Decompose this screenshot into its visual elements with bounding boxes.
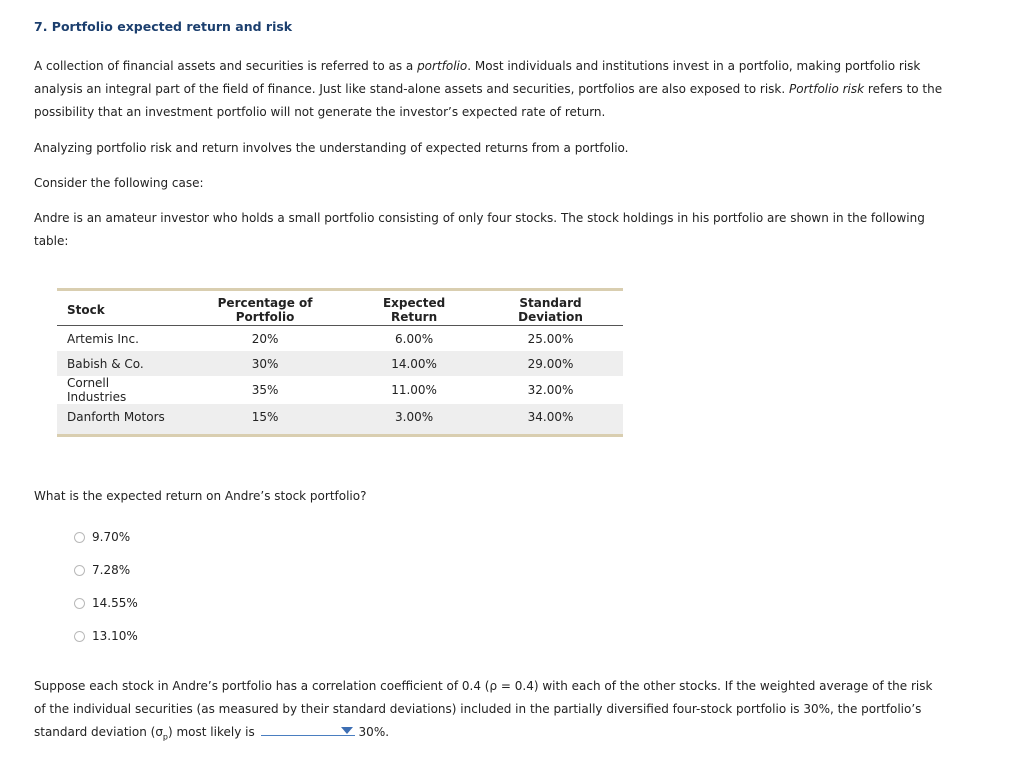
header-stock: Stock (57, 290, 180, 326)
cell-percentage: 35% (251, 383, 279, 397)
question-expected-return: What is the expected return on Andre’s stock portfolio? (34, 489, 367, 503)
cell-stock: Babish & Co. (57, 351, 180, 376)
dropdown-arrow-icon[interactable] (341, 727, 353, 734)
option-3[interactable] (74, 595, 138, 611)
cell-stock: Cornell Industries (67, 376, 127, 404)
option-label: 9.70% (92, 530, 131, 544)
header-percentage: Percentage of Portfolio (180, 290, 350, 326)
table-row (57, 376, 623, 404)
intro-text-3: refers to the possibility that an investment portfolio will not generate the investor’s expected rate of return. (34, 82, 943, 119)
cell-standard-deviation: 32.00% (527, 383, 574, 397)
cell-expected-return: 14.00% (350, 351, 478, 376)
table-row (57, 404, 623, 436)
cell-stock: Artemis Inc. (67, 331, 139, 346)
radio-button[interactable] (74, 565, 85, 576)
analysis-paragraph: Analyzing portfolio risk and return involves the understanding of expected returns from a portfolio. (34, 141, 629, 155)
cell-percentage: 20% (251, 331, 279, 346)
option-label: 14.55% (92, 596, 138, 610)
option-label: 7.28% (92, 563, 131, 577)
term-portfolio-risk: Portfolio risk (789, 82, 865, 96)
page-title: 7. Portfolio expected return and risk (34, 19, 293, 34)
intro-paragraph (34, 55, 954, 124)
consider-paragraph: Consider the following case: (34, 176, 204, 190)
option-4[interactable] (74, 628, 138, 644)
cell-percentage: 30% (180, 351, 350, 376)
option-1[interactable] (74, 529, 130, 545)
term-portfolio: portfolio (417, 59, 468, 73)
cell-expected-return: 3.00% (350, 404, 478, 436)
table-row (57, 351, 623, 376)
intro-text-1: A collection of financial assets and securities is referred to as a (34, 59, 418, 73)
cell-percentage: 15% (180, 404, 350, 436)
cell-expected-return: 11.00% (391, 383, 437, 397)
sigma-subscript: p (162, 732, 168, 742)
holdings-table (57, 288, 623, 437)
header-standard-deviation: Standard Deviation (478, 290, 623, 326)
cell-expected-return: 6.00% (395, 331, 434, 346)
radio-button[interactable] (74, 532, 85, 543)
cell-stock: Danforth Motors (57, 404, 180, 436)
cell-standard-deviation: 29.00% (478, 351, 623, 376)
cell-standard-deviation: 25.00% (527, 331, 574, 346)
header-expected-return: Expected Return (350, 290, 478, 326)
intro-text-2: . Most individuals and institutions invest in a portfolio, making portfolio risk analysis an integral part of the field of finance. Just like stand-alone assets and securities, portfolios are also exposed to risk. (34, 59, 921, 96)
comparison-dropdown[interactable] (261, 721, 355, 736)
table-row (57, 326, 623, 352)
option-label: 13.10% (92, 629, 138, 643)
radio-button[interactable] (74, 631, 85, 642)
radio-button[interactable] (74, 598, 85, 609)
cell-standard-deviation: 34.00% (478, 404, 623, 436)
question2-text-2: ) most likely is (168, 725, 255, 739)
option-2[interactable] (74, 562, 130, 578)
table-header-row (57, 290, 623, 326)
question2-text-3: 30%. (358, 725, 390, 739)
question2-text: Suppose each stock in Andre’s portfolio has a correlation coefficient of 0.4 (ρ = 0.4) with each of the other stocks. If the weighted average of the risk of the individual securities (as measured by their standard deviations) included in the partially diversified four-stock portfolio is 30%, the portfolio’s standard deviation (σ (34, 679, 933, 739)
question-standard-deviation (34, 675, 934, 748)
case-paragraph: Andre is an amateur investor who holds a small portfolio consisting of only four stocks. The stock holdings in his portfolio are shown in the following table: (34, 211, 925, 248)
